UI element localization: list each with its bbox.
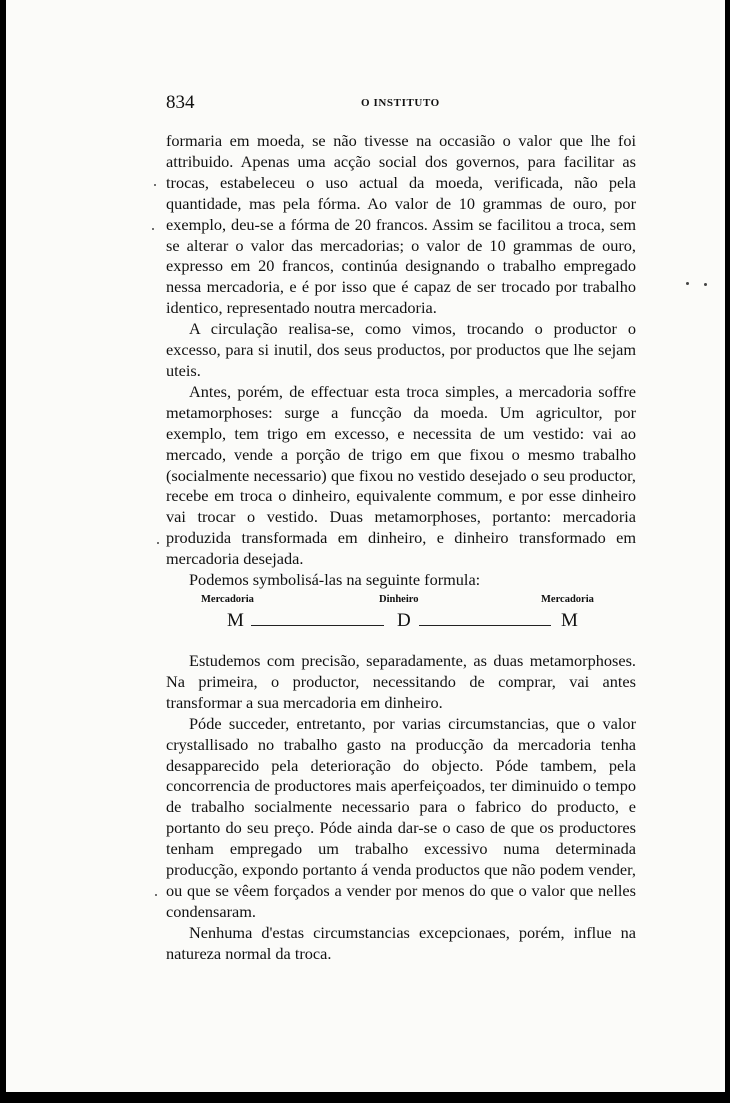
upper-text-block — [166, 131, 636, 591]
paragraph: Podemos symbolisá-las na seguinte formula: — [189, 570, 481, 590]
paragraph: Póde succeder, entretanto, por varias circumstancias, que o valor crystallisado no trabalho gasto na producção da mercadoria tenha desapparecido pela deterioração do objecto. Póde tambem, pela concorrencia de productores mais aperfeiçoados, ter diminuido o tempo de trabalho socialmente necessario para o fabrico do producto, e portanto do seu preço. Póde ainda dar-se o caso de que os productores tenham empregado um trabalho excessivo numa determinada producção, expondo portanto á venda productos que não podem vender, ou que se vêem forçados a vender por menos do que o valor que nelles condensaram. — [166, 713, 636, 921]
formula-label-merchandise: Mercadoria — [201, 594, 254, 605]
margin-speck — [686, 282, 689, 285]
margin-speck — [704, 283, 707, 286]
margin-speck — [154, 184, 156, 186]
formula-symbol-m: M — [561, 610, 578, 631]
book-page — [6, 0, 725, 1092]
paragraph: Antes, porém, de effectuar esta troca simples, a mercadoria soffre metamorphoses: surge a funcção da moeda. Um agricultor, por exemplo, tem trigo em excesso, e necessita de um vestido: vai ao mercado, vende a porção de trigo em que fixou o mesmo trabalho (socialmente necessario) que fixou no vestido desejado o seu productor, recebe em troca o dinheiro, equivalente commum, e por esse dinheiro vai trocar o vestido. Duas metamorphoses, portanto: mercadoria produzida transformada em dinheiro, e dinheiro transformado em mercadoria desejada. — [166, 381, 636, 569]
margin-speck — [155, 894, 157, 896]
lower-text-block — [166, 651, 636, 965]
margin-speck — [157, 542, 159, 544]
running-head: O INSTITUTO — [361, 97, 440, 109]
paragraph: Estudemos com precisão, separadamente, as duas metamorphoses. Na primeira, o productor, necessitando de comprar, vai antes transformar a sua mercadoria em dinheiro. — [166, 651, 636, 712]
formula-symbol-d: D — [397, 610, 411, 631]
margin-speck — [152, 228, 154, 230]
formula-symbol-m: M — [227, 610, 244, 631]
paragraph: Nenhuma d'estas circumstancias excepcionaes, porém, influe na natureza normal da troca. — [166, 922, 636, 963]
page-number: 834 — [166, 92, 195, 113]
formula-arrow-line — [251, 625, 384, 626]
formula-label-money: Dinheiro — [379, 594, 419, 605]
page-header — [166, 92, 636, 118]
formula-arrow-line — [419, 625, 551, 626]
paragraph-continued: formaria em moeda, se não tivesse na occasião o valor que lhe foi attribuido. Apenas uma acção social dos governos, para facilitar as trocas, estabeleceu o uso actual da moeda, verificada, não pela quantidade, mas pela fórma. Ao valor de 10 grammas de ouro, por exemplo, deu-se a fórma de 20 francos. Assim se facilitou a troca, sem se alterar o valor das mercadorias; o valor de 10 grammas de ouro, expresso em 20 francos, continúa designando o trabalho empregado nessa mercadoria, e é por isso que é capaz de ser trocado por trabalho identico, representado noutra mercadoria. — [166, 131, 636, 318]
paragraph: A circulação realisa-se, como vimos, trocando o productor o excesso, para si inutil, dos seus productos, por productos que lhe sejam uteis. — [166, 319, 636, 380]
formula-diagram — [201, 594, 621, 638]
formula-label-merchandise: Mercadoria — [541, 594, 594, 605]
